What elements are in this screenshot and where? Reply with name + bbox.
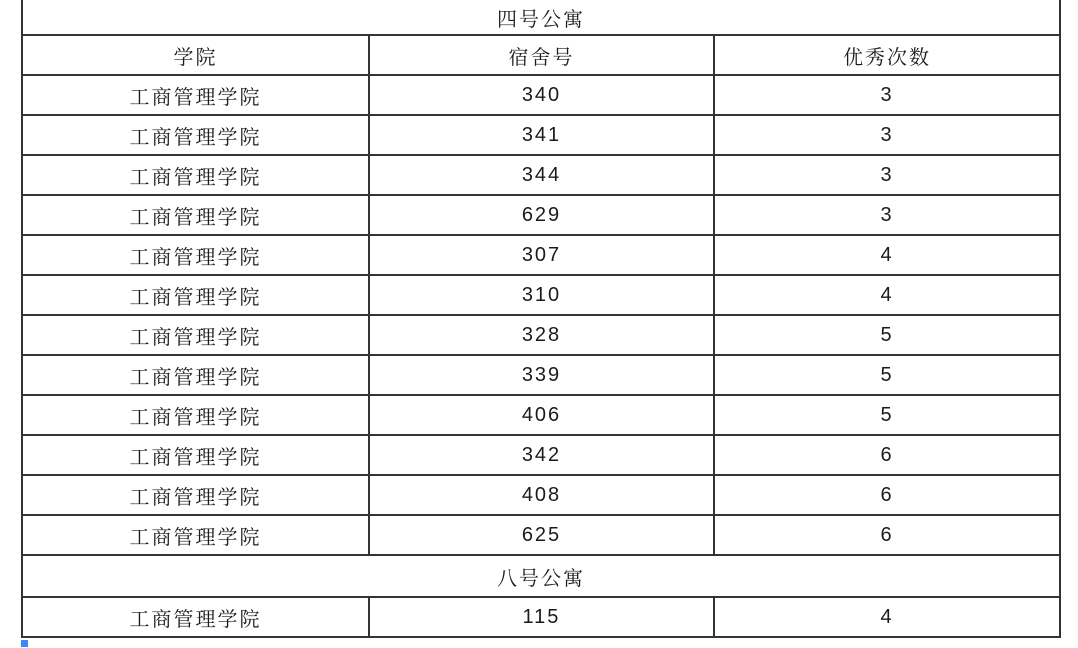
room-cell: 408 <box>369 475 714 515</box>
room-cell: 341 <box>369 115 714 155</box>
count-cell: 3 <box>714 75 1060 115</box>
table-row <box>22 315 1060 355</box>
table-row <box>22 515 1060 555</box>
college-cell: 工商管理学院 <box>22 315 369 355</box>
section-title-building8: 八号公寓 <box>22 555 1060 597</box>
room-cell: 310 <box>369 275 714 315</box>
table-row <box>22 275 1060 315</box>
table-row <box>22 395 1060 435</box>
room-cell: 339 <box>369 355 714 395</box>
count-cell: 5 <box>714 315 1060 355</box>
dorm-excellence-table <box>21 0 1061 638</box>
college-cell: 工商管理学院 <box>22 597 369 637</box>
room-cell: 406 <box>369 395 714 435</box>
count-cell: 3 <box>714 155 1060 195</box>
college-cell: 工商管理学院 <box>22 395 369 435</box>
table-row <box>22 435 1060 475</box>
section-title-row-building4 <box>22 0 1060 35</box>
room-cell: 307 <box>369 235 714 275</box>
count-cell: 5 <box>714 355 1060 395</box>
count-cell: 6 <box>714 475 1060 515</box>
column-header-room-number: 宿舍号 <box>369 35 714 75</box>
section-title-row-building8 <box>22 555 1060 597</box>
room-cell: 629 <box>369 195 714 235</box>
college-cell: 工商管理学院 <box>22 275 369 315</box>
college-cell: 工商管理学院 <box>22 155 369 195</box>
college-cell: 工商管理学院 <box>22 515 369 555</box>
count-cell: 4 <box>714 597 1060 637</box>
room-cell: 340 <box>369 75 714 115</box>
section-title-building4: 四号公寓 <box>22 0 1060 35</box>
table-row <box>22 235 1060 275</box>
room-cell: 342 <box>369 435 714 475</box>
column-header-excellent-count: 优秀次数 <box>714 35 1060 75</box>
college-cell: 工商管理学院 <box>22 195 369 235</box>
table-row <box>22 195 1060 235</box>
table-row <box>22 597 1060 637</box>
college-cell: 工商管理学院 <box>22 355 369 395</box>
count-cell: 5 <box>714 395 1060 435</box>
room-cell: 625 <box>369 515 714 555</box>
count-cell: 4 <box>714 235 1060 275</box>
room-cell: 115 <box>369 597 714 637</box>
table-row <box>22 155 1060 195</box>
table-row <box>22 115 1060 155</box>
count-cell: 4 <box>714 275 1060 315</box>
college-cell: 工商管理学院 <box>22 435 369 475</box>
room-cell: 328 <box>369 315 714 355</box>
college-cell: 工商管理学院 <box>22 235 369 275</box>
count-cell: 6 <box>714 515 1060 555</box>
count-cell: 6 <box>714 435 1060 475</box>
column-header-college: 学院 <box>22 35 369 75</box>
column-header-row <box>22 35 1060 75</box>
room-cell: 344 <box>369 155 714 195</box>
college-cell: 工商管理学院 <box>22 475 369 515</box>
college-cell: 工商管理学院 <box>22 115 369 155</box>
college-cell: 工商管理学院 <box>22 75 369 115</box>
table-row <box>22 475 1060 515</box>
table-row <box>22 355 1060 395</box>
table-row <box>22 75 1060 115</box>
count-cell: 3 <box>714 195 1060 235</box>
count-cell: 3 <box>714 115 1060 155</box>
selection-caret-marker <box>21 640 28 647</box>
